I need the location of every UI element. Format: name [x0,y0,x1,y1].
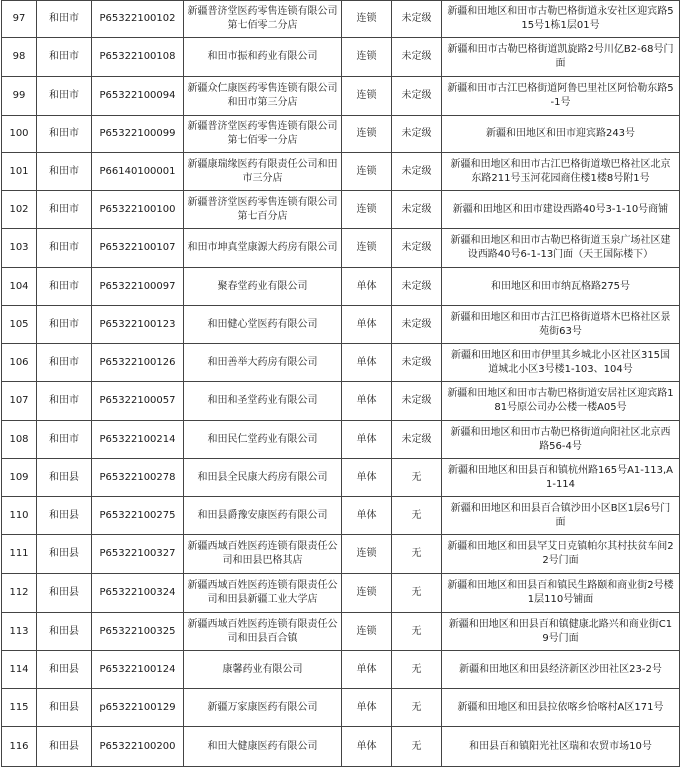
row-number: 116 [2,727,37,767]
city-cell: 和田市 [37,38,92,77]
table-row [2,421,680,459]
table-row [2,727,680,767]
license-code: P65322100278 [92,459,184,497]
store-address: 新疆和田地区和田县百合镇沙田小区B区1层6号门面 [442,497,680,535]
store-address: 和田地区和田市纳瓦格路275号 [442,268,680,306]
license-code: P65322100126 [92,344,184,382]
city-cell: 和田市 [37,268,92,306]
city-cell: 和田市 [37,382,92,421]
license-code: P65322100099 [92,116,184,153]
store-address: 新疆和田地区和田县拉依喀乡恰喀村A区171号 [442,689,680,727]
store-name: 和田和圣堂药业有限公司 [184,382,342,421]
store-name: 和田县爵豫安康医药有限公司 [184,497,342,535]
city-cell: 和田县 [37,651,92,689]
store-address: 新疆和田市古勒巴格街道凯旋路2号川亿B2-68号门面 [442,38,680,77]
store-address: 新疆和田地区和田县百和镇杭州路165号A1-113,A1-114 [442,459,680,497]
table-row [2,38,680,77]
store-level: 未定级 [392,268,442,306]
city-cell: 和田市 [37,306,92,344]
store-address: 新疆和田地区和田市古勒巴格街道永安社区迎宾路515号1栋1层01号 [442,1,680,38]
store-name: 新疆西域百姓医药连锁有限责任公司和田县新疆工业大学店 [184,574,342,613]
license-code: P65322100097 [92,268,184,306]
store-address: 新疆和田地区和田市伊里其乡城北小区社区315国道城北小区3号楼1-103、104号 [442,344,680,382]
table-row [2,344,680,382]
row-number: 106 [2,344,37,382]
table-body [2,1,680,767]
store-type: 连锁 [342,77,392,116]
row-number: 98 [2,38,37,77]
store-level: 未定级 [392,229,442,268]
table-row [2,574,680,613]
store-type: 连锁 [342,153,392,191]
license-code: P65322100325 [92,613,184,651]
city-cell: 和田市 [37,116,92,153]
license-code: P65322100214 [92,421,184,459]
city-cell: 和田市 [37,153,92,191]
store-type: 单体 [342,689,392,727]
table-row [2,535,680,574]
store-level: 无 [392,651,442,689]
row-number: 104 [2,268,37,306]
city-cell: 和田县 [37,459,92,497]
store-name: 和田市振和药业有限公司 [184,38,342,77]
table-row [2,77,680,116]
store-name: 和田大健康医药有限公司 [184,727,342,767]
row-number: 110 [2,497,37,535]
store-type: 单体 [342,306,392,344]
row-number: 114 [2,651,37,689]
table-row [2,1,680,38]
store-type: 单体 [342,459,392,497]
row-number: 97 [2,1,37,38]
store-level: 无 [392,535,442,574]
table-row [2,153,680,191]
license-code: p65322100129 [92,689,184,727]
table-row [2,382,680,421]
row-number: 100 [2,116,37,153]
store-address: 新疆和田市古江巴格街道阿鲁巴里社区阿恰勒东路5-1号 [442,77,680,116]
store-address: 新疆和田地区和田市古江巴格街道墩巴格社区北京东路211号玉河花园商住楼1楼8号附1号 [442,153,680,191]
store-level: 无 [392,459,442,497]
store-type: 连锁 [342,191,392,229]
store-type: 单体 [342,727,392,767]
table-row [2,191,680,229]
row-number: 103 [2,229,37,268]
license-code: P65322100102 [92,1,184,38]
store-level: 无 [392,689,442,727]
store-level: 未定级 [392,153,442,191]
row-number: 105 [2,306,37,344]
license-code: P65322100200 [92,727,184,767]
store-address: 和田县百和镇阳光社区瑞和农贸市场10号 [442,727,680,767]
city-cell: 和田县 [37,574,92,613]
store-type: 连锁 [342,574,392,613]
store-name: 康馨药业有限公司 [184,651,342,689]
store-address: 新疆和田地区和田县经济新区沙田社区23-2号 [442,651,680,689]
store-type: 单体 [342,497,392,535]
license-code: P65322100057 [92,382,184,421]
store-level: 无 [392,574,442,613]
city-cell: 和田市 [37,191,92,229]
city-cell: 和田市 [37,229,92,268]
store-type: 连锁 [342,613,392,651]
license-code: P65322100094 [92,77,184,116]
store-address: 新疆和田地区和田市古勒巴格街道向阳社区北京西路56-4号 [442,421,680,459]
store-type: 连锁 [342,116,392,153]
store-level: 未定级 [392,191,442,229]
store-level: 未定级 [392,421,442,459]
store-address: 新疆和田地区和田市古江巴格街道塔木巴格社区景苑街63号 [442,306,680,344]
table-row [2,268,680,306]
city-cell: 和田市 [37,77,92,116]
store-level: 未定级 [392,344,442,382]
store-level: 未定级 [392,116,442,153]
store-name: 和田健心堂医药有限公司 [184,306,342,344]
store-name: 和田市坤真堂康源大药房有限公司 [184,229,342,268]
store-name: 和田县全民康大药房有限公司 [184,459,342,497]
license-code: P65322100123 [92,306,184,344]
store-level: 未定级 [392,1,442,38]
store-type: 单体 [342,382,392,421]
table-row [2,689,680,727]
store-level: 未定级 [392,77,442,116]
store-type: 连锁 [342,229,392,268]
city-cell: 和田县 [37,535,92,574]
store-address: 新疆和田地区和田县罕艾日克镇帕尔其村扶贫车间22号门面 [442,535,680,574]
store-level: 未定级 [392,382,442,421]
license-code: P65322100100 [92,191,184,229]
store-name: 新疆普济堂医药零售连锁有限公司第七佰零一分店 [184,116,342,153]
license-code: P65322100124 [92,651,184,689]
store-name: 新疆普济堂医药零售连锁有限公司第七佰零二分店 [184,1,342,38]
store-type: 连锁 [342,535,392,574]
store-name: 新疆普济堂医药零售连锁有限公司第七百分店 [184,191,342,229]
city-cell: 和田市 [37,421,92,459]
store-level: 未定级 [392,38,442,77]
license-code: P66140100001 [92,153,184,191]
store-type: 单体 [342,268,392,306]
table-row [2,459,680,497]
store-level: 无 [392,497,442,535]
row-number: 108 [2,421,37,459]
license-code: P65322100108 [92,38,184,77]
row-number: 107 [2,382,37,421]
license-code: P65322100275 [92,497,184,535]
store-level: 无 [392,613,442,651]
store-type: 单体 [342,421,392,459]
store-type: 连锁 [342,38,392,77]
store-name: 和田民仁堂药业有限公司 [184,421,342,459]
license-code: P65322100324 [92,574,184,613]
store-address: 新疆和田地区和田市建设西路40号3-1-10号商铺 [442,191,680,229]
store-name: 新疆西域百姓医药连锁有限责任公司和田县巴格其店 [184,535,342,574]
table-row [2,116,680,153]
city-cell: 和田县 [37,689,92,727]
table-row [2,497,680,535]
table-row [2,613,680,651]
store-address: 新疆和田地区和田县百和镇民生路颐和商业街2号楼1层110号铺面 [442,574,680,613]
city-cell: 和田市 [37,1,92,38]
row-number: 111 [2,535,37,574]
store-name: 新疆众仁康医药零售连锁有限公司和田市第三分店 [184,77,342,116]
row-number: 109 [2,459,37,497]
row-number: 101 [2,153,37,191]
store-level: 未定级 [392,306,442,344]
store-name: 和田善举大药房有限公司 [184,344,342,382]
store-type: 单体 [342,651,392,689]
store-level: 无 [392,727,442,767]
license-code: P65322100327 [92,535,184,574]
store-address: 新疆和田地区和田市古勒巴格街道安居社区迎宾路181号原公司办公楼一楼A05号 [442,382,680,421]
store-address: 新疆和田地区和田市古勒巴格街道玉泉广场社区建设西路40号6-1-13门面（天王国际楼下） [442,229,680,268]
store-name: 新疆康瑞缘医药有限责任公司和田市三分店 [184,153,342,191]
pharmacy-table [1,0,680,767]
row-number: 99 [2,77,37,116]
store-type: 连锁 [342,1,392,38]
store-address: 新疆和田地区和田县百和镇健康北路兴和商业街C19号门面 [442,613,680,651]
store-address: 新疆和田地区和田市迎宾路243号 [442,116,680,153]
row-number: 115 [2,689,37,727]
store-name: 新疆万家康医药有限公司 [184,689,342,727]
row-number: 102 [2,191,37,229]
city-cell: 和田市 [37,344,92,382]
city-cell: 和田县 [37,497,92,535]
city-cell: 和田县 [37,613,92,651]
table-row [2,306,680,344]
license-code: P65322100107 [92,229,184,268]
table-row [2,229,680,268]
store-type: 单体 [342,344,392,382]
row-number: 112 [2,574,37,613]
table-row [2,651,680,689]
store-name: 聚春堂药业有限公司 [184,268,342,306]
city-cell: 和田县 [37,727,92,767]
row-number: 113 [2,613,37,651]
store-name: 新疆西域百姓医药连锁有限责任公司和田县百合镇 [184,613,342,651]
